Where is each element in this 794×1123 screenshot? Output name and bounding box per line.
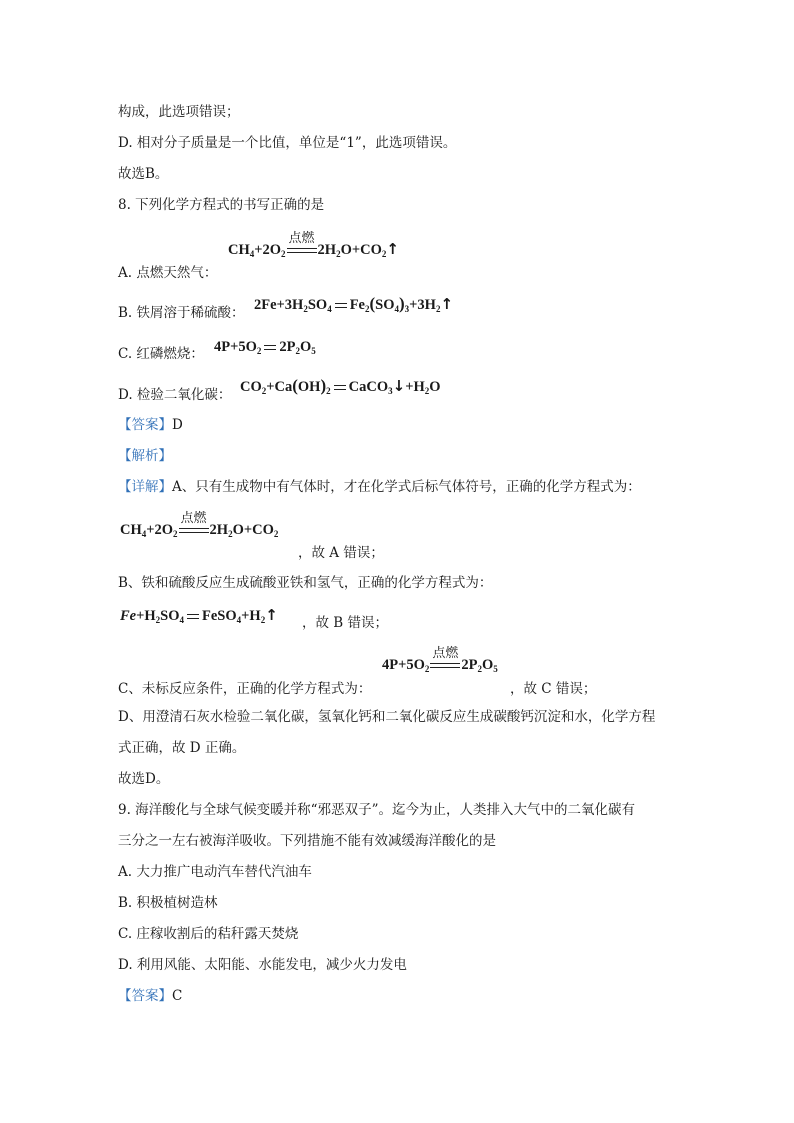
option-d-explanation: D. 相对分子质量是一个比值，单位是“1”，此选项错误。	[118, 135, 457, 151]
answer-tag: 【答案】	[118, 988, 172, 1004]
condition-label: 点燃	[180, 511, 207, 526]
equation-b: $2Fe+3H_2SO_4$ $Fe_2(SO_4)_3+3H_2↑$	[254, 294, 454, 314]
fe-symbol: Fe	[120, 608, 137, 624]
option-a: A. 点燃天然气：	[118, 265, 218, 281]
answer-9	[118, 987, 182, 1005]
text-line: 构成，此选项错误；	[118, 104, 240, 120]
detail-tag: 【详解】	[118, 479, 172, 495]
option-c: C. 红磷燃烧：	[118, 346, 204, 362]
equation-d: $CO_2+Ca(OH)_2$ $CaCO_3↓+H_2O$	[240, 376, 441, 396]
detail-b: B、铁和硫酸反应生成硫酸亚铁和氢气，正确的化学方程式为：	[118, 575, 493, 591]
answer-value: C	[172, 988, 183, 1004]
q9-option-c: C. 庄稼收割后的秸秆露天焚烧	[118, 926, 299, 942]
corrected-equation-c: $4P+5O_2$ 点燃 $2P_2O_5$	[382, 657, 498, 674]
answer-tag: 【答案】	[118, 417, 172, 433]
question-9-line-1: 9. 海洋酸化与全球气候变暖并称“邪恶双子”。迄今为止，人类排入大气中的二氧化碳有	[118, 802, 635, 818]
question-9-line-2: 三分之一左右被海洋吸收。下列措施不能有效减缓海洋酸化的是	[118, 833, 496, 849]
detail-c-end: ，故 C 错误；	[510, 681, 597, 697]
option-b: B. 铁屑溶于稀硫酸：	[118, 305, 245, 321]
q9-option-d: D. 利用风能、太阳能、水能发电，减少火力发电	[118, 957, 407, 973]
analysis-tag: 【解析】	[118, 448, 172, 464]
detail-a	[118, 478, 641, 496]
corrected-equation-b: $Fe+H_2SO_4$ $FeSO_4+H_2↑$	[120, 606, 278, 625]
q9-option-a: A. 大力推广电动汽车替代汽油车	[118, 864, 312, 880]
choose-d: 故选D。	[118, 771, 170, 787]
detail-d-1: D、用澄清石灰水检验二氧化碳，氢氧化钙和二氧化碳反应生成碳酸钙沉淀和水，化学方程	[118, 709, 656, 725]
corrected-equation-a: $CH_4+2O_2$ 点燃 $2H_2O+CO_2$	[120, 522, 278, 539]
choose-b: 故选B。	[118, 166, 169, 182]
detail-d-2: 式正确，故 D 正确。	[118, 740, 246, 756]
option-d: D. 检验二氧化碳：	[118, 387, 232, 403]
detail-a-text: A、只有生成物中有气体时，才在化学式后标气体符号，正确的化学方程式为：	[172, 479, 641, 495]
detail-b-end: ，故 B 错误；	[302, 615, 389, 631]
q9-option-b: B. 积极植树造林	[118, 895, 218, 911]
answer-8	[118, 416, 183, 434]
question-8: 8. 下列化学方程式的书写正确的是	[118, 197, 325, 213]
condition-label: 点燃	[432, 646, 459, 661]
detail-a-end: ，故 A 错误；	[298, 545, 384, 561]
condition-label: 点燃	[288, 231, 315, 246]
detail-c: C、未标反应条件，正确的化学方程式为：	[118, 681, 372, 697]
equation-a: $CH_4+2O_2$ 点燃 $2H_2O+CO_2↑$	[228, 240, 399, 259]
equation-c: $4P+5O_2$ $2P_2O_5$	[214, 339, 316, 356]
answer-value: D	[172, 417, 183, 433]
